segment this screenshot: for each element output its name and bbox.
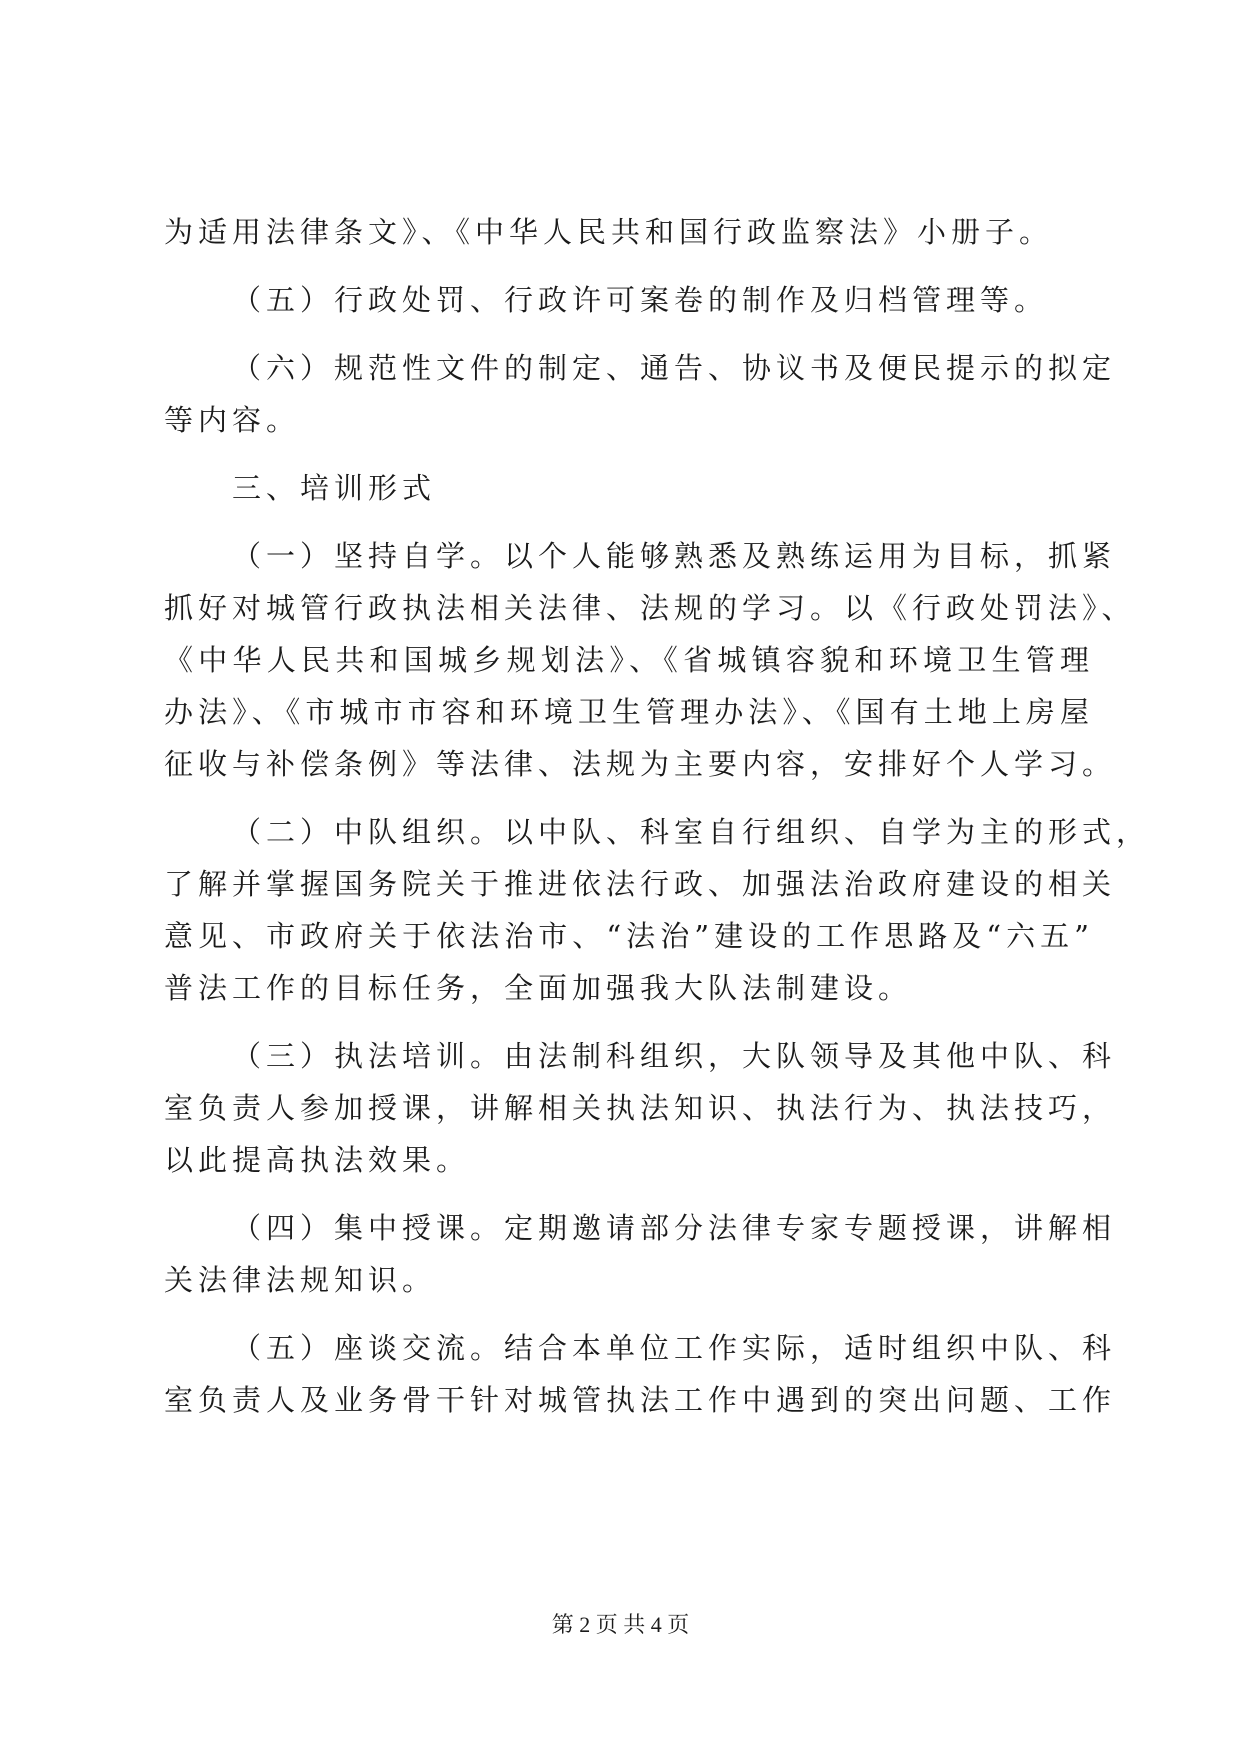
text-line: 意见、市政府关于依法治市、“法治”建设的工作思路及“六五” bbox=[164, 919, 1094, 953]
text-line: 抓好对城管行政执法相关法律、法规的学习。以《行政处罚法》、 bbox=[164, 591, 1136, 625]
text-line: （五）行政处罚、行政许可案卷的制作及归档管理等。 bbox=[232, 283, 1049, 317]
page-number-footer: 第 2 页 共 4 页 bbox=[551, 1612, 690, 1637]
body-text bbox=[164, 206, 1151, 1426]
text-line: 普法工作的目标任务，全面加强我大队法制建设。 bbox=[164, 971, 913, 1005]
text-line: （四）集中授课。定期邀请部分法律专家专题授课，讲解相 bbox=[232, 1211, 1117, 1245]
text-line: （三）执法培训。由法制科组织，大队领导及其他中队、科 bbox=[232, 1039, 1117, 1073]
text-line: 室负责人及业务骨干针对城管执法工作中遇到的突出问题、工作 bbox=[164, 1383, 1117, 1417]
text-line: （二）中队组织。以中队、科室自行组织、自学为主的形式， bbox=[232, 815, 1151, 849]
text-line: （六）规范性文件的制定、通告、协议书及便民提示的拟定 bbox=[232, 351, 1117, 385]
text-line: 了解并掌握国务院关于推进依法行政、加强法治政府建设的相关 bbox=[164, 867, 1117, 901]
text-line: （五）座谈交流。结合本单位工作实际，适时组织中队、科 bbox=[232, 1331, 1117, 1365]
text-line: 关法律法规知识。 bbox=[164, 1263, 437, 1297]
text-line: 等内容。 bbox=[164, 403, 301, 437]
text-line: 为适用法律条文》、《中华人民共和国行政监察法》小册子。 bbox=[164, 215, 1054, 249]
text-line: 以此提高执法效果。 bbox=[164, 1143, 471, 1177]
text-line: 办法》、《市城市市容和环境卫生管理办法》、《国有土地上房屋 bbox=[164, 695, 1094, 729]
section-heading: 三、培训形式 bbox=[232, 471, 437, 505]
text-line: 征收与补偿条例》等法律、法规为主要内容，安排好个人学习。 bbox=[164, 747, 1117, 781]
text-line: 《中华人民共和国城乡规划法》、《省城镇容貌和环境卫生管理 bbox=[164, 643, 1094, 677]
text-line: （一）坚持自学。以个人能够熟悉及熟练运用为目标，抓紧 bbox=[232, 539, 1117, 573]
text-line: 室负责人参加授课，讲解相关执法知识、执法行为、执法技巧， bbox=[164, 1091, 1117, 1125]
